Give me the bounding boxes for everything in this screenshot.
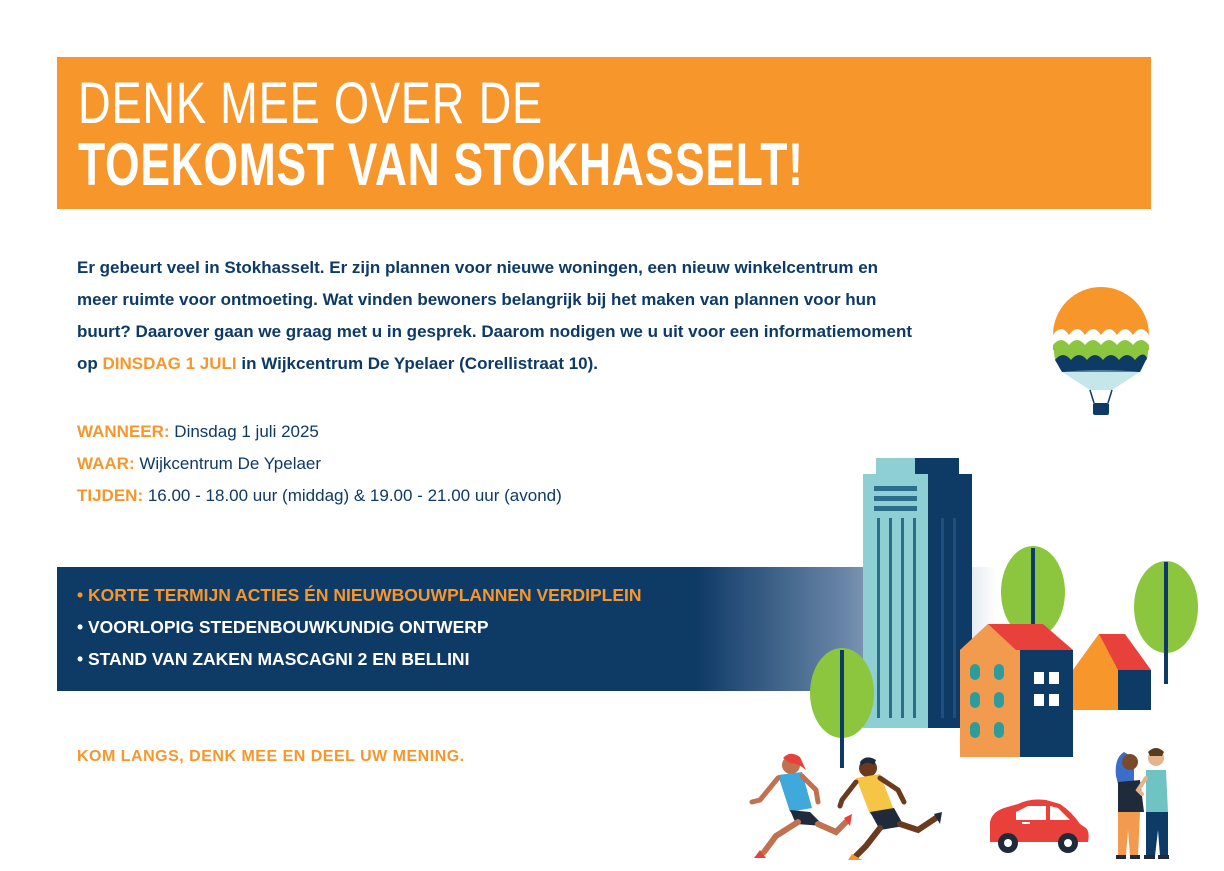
detail-value: Wijkcentrum De Ypelaer (134, 454, 322, 473)
hot-air-balloon-icon (1053, 287, 1149, 415)
detail-value: Dinsdag 1 juli 2025 (169, 422, 319, 441)
detail-label: WANNEER: (77, 422, 170, 441)
red-car-icon (990, 800, 1089, 854)
runners-illustration (752, 754, 942, 860)
call-to-action: KOM LANGS, DENK MEE EN DEEL UW MENING. (77, 748, 465, 765)
intro-text: Er gebeurt veel in Stokhasselt. Er zijn plannen voor nieuwe woningen, een nieuw winkelcentrum en meer ruimte voor ontmoeting. Wat vinden bewoners belangrijk bij het maken van plannen voor hun buurt? Daarover gaan we graag met u in gesprek. Daarom nodigen we u uit voor een informatiemoment op (77, 258, 913, 373)
intro-text-end: in Wijkcentrum De Ypelaer (Corellistraat 10). (236, 354, 599, 373)
title-line-1: DENK MEE OVER DE (78, 71, 543, 136)
city-skyline-illustration (810, 458, 1198, 768)
detail-label: TIJDEN: (77, 486, 144, 505)
title-line-2: TOEKOMST VAN STOKHASSELT! (78, 131, 804, 198)
topic-item: • VOORLOPIG STEDENBOUWKUNDIG ONTWERP (77, 617, 489, 637)
topic-item: • STAND VAN ZAKEN MASCAGNI 2 EN BELLINI (77, 649, 470, 669)
intro-date-highlight: DINSDAG 1 JULI (102, 354, 237, 373)
detail-value: 16.00 - 18.00 uur (middag) & 19.00 - 21.00 uur (avond) (143, 486, 562, 505)
detail-label: WAAR: (77, 454, 135, 473)
talking-couple-illustration (1116, 748, 1169, 859)
topic-item: • KORTE TERMIJN ACTIES ÉN NIEUWBOUWPLANNEN VERDIPLEIN (77, 585, 642, 605)
